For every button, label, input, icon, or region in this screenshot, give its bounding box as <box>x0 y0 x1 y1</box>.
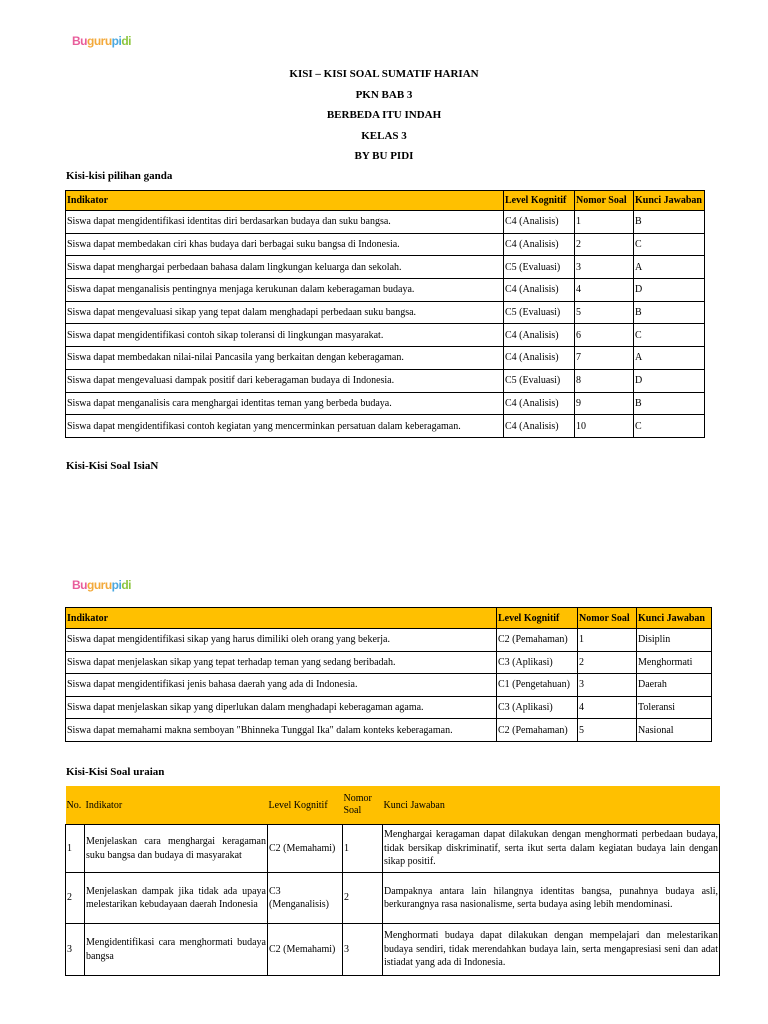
cell-level: C2 (Pemahaman) <box>497 719 578 742</box>
table-row <box>66 369 705 392</box>
header-class: KELAS 3 <box>361 129 407 142</box>
table-uraian <box>65 786 720 976</box>
table-row <box>66 324 705 347</box>
section-title-uraian: Kisi-Kisi Soal uraian <box>66 766 165 778</box>
cell-indikator: Siswa dapat menganalisis cara menghargai identitas teman yang berbeda budaya. <box>66 392 504 415</box>
header-indikator: Indikator <box>85 786 268 825</box>
header-level: Level Kognitif <box>497 608 578 629</box>
cell-indikator: Siswa dapat menjelaskan sikap yang tepat terhadap teman yang sedang beribadah. <box>66 651 497 674</box>
cell-kunci: C <box>634 324 705 347</box>
cell-indikator: Siswa dapat mengidentifikasi jenis bahasa daerah yang ada di Indonesia. <box>66 674 497 697</box>
cell-indikator: Siswa dapat menganalisis pentingnya menjaga kerukunan dalam keberagaman budaya. <box>66 279 504 302</box>
cell-kunci: D <box>634 279 705 302</box>
cell-kunci: Disiplin <box>637 629 712 652</box>
cell-kunci: C <box>634 415 705 438</box>
table-row <box>66 873 720 924</box>
header-no: No. <box>66 786 85 825</box>
section-title-pilihan-ganda: Kisi-kisi pilihan ganda <box>66 170 173 182</box>
bugurupidi-logo: Bu guru pi di <box>72 34 132 48</box>
cell-nomor: 1 <box>575 211 634 234</box>
cell-kunci: Nasional <box>637 719 712 742</box>
header-subject: PKN BAB 3 <box>355 88 413 101</box>
cell-kunci: D <box>634 369 705 392</box>
table-header-row <box>66 608 712 629</box>
cell-nomor: 5 <box>575 301 634 324</box>
cell-nomor: 7 <box>575 347 634 370</box>
header-title: KISI – KISI SOAL SUMATIF HARIAN <box>289 68 479 80</box>
cell-nomor: 6 <box>575 324 634 347</box>
cell-level: C5 (Evaluasi) <box>504 256 575 279</box>
cell-nomor: 3 <box>578 674 637 697</box>
cell-no: 3 <box>66 924 85 976</box>
header-indikator: Indikator <box>66 191 504 211</box>
cell-kunci: B <box>634 301 705 324</box>
cell-kunci: A <box>634 256 705 279</box>
table-row <box>66 392 705 415</box>
cell-level: C2 (Memahami) <box>268 825 343 873</box>
cell-indikator: Menjelaskan dampak jika tidak ada upaya melestarikan kebudayaan daerah Indonesia <box>85 873 268 924</box>
table-row <box>66 674 712 697</box>
cell-no: 1 <box>66 825 85 873</box>
header-topic: BERBEDA ITU INDAH <box>326 109 442 121</box>
header-author: BY BU PIDI <box>354 150 414 162</box>
cell-kunci: B <box>634 211 705 234</box>
cell-nomor: 2 <box>343 873 383 924</box>
cell-nomor: 5 <box>578 719 637 742</box>
cell-indikator: Siswa dapat menghargai perbedaan bahasa dalam lingkungan keluarga dan sekolah. <box>66 256 504 279</box>
cell-nomor: 1 <box>578 629 637 652</box>
cell-nomor: 3 <box>575 256 634 279</box>
cell-indikator: Siswa dapat mengevaluasi dampak positif dari keberagaman budaya di Indonesia. <box>66 369 504 392</box>
cell-indikator: Siswa dapat mengidentifikasi contoh kegiatan yang mencerminkan persatuan dalam keberagaman. <box>66 415 504 438</box>
cell-kunci: B <box>634 392 705 415</box>
bugurupidi-logo: Bu guru pi di <box>72 578 132 592</box>
cell-level: C2 (Pemahaman) <box>497 629 578 652</box>
cell-level: C4 (Analisis) <box>504 347 575 370</box>
header-level: Level Kognitif <box>268 786 343 825</box>
cell-level: C4 (Analisis) <box>504 415 575 438</box>
header-nomor: Nomor Soal <box>343 786 383 825</box>
cell-level: C4 (Analisis) <box>504 324 575 347</box>
cell-indikator: Siswa dapat membedakan nilai-nilai Pancasila yang berkaitan dengan keberagaman. <box>66 347 504 370</box>
document-header <box>0 64 768 167</box>
cell-level: C3 (Menganalisis) <box>268 873 343 924</box>
table-header-row <box>66 191 705 211</box>
cell-nomor: 4 <box>575 279 634 302</box>
cell-indikator: Mengidentifikasi cara menghormati budaya bangsa <box>85 924 268 976</box>
table-row <box>66 651 712 674</box>
cell-nomor: 10 <box>575 415 634 438</box>
table-row <box>66 301 705 324</box>
cell-kunci: Menghormati <box>637 651 712 674</box>
cell-indikator: Menjelaskan cara menghargai keragaman suku bangsa dan budaya di masyarakat <box>85 825 268 873</box>
cell-level: C3 (Aplikasi) <box>497 696 578 719</box>
cell-indikator: Siswa dapat mengidentifikasi identitas diri berdasarkan budaya dan suku bangsa. <box>66 211 504 234</box>
table-row <box>66 415 705 438</box>
table-row <box>66 825 720 873</box>
cell-kunci: Toleransi <box>637 696 712 719</box>
header-nomor: Nomor Soal <box>575 191 634 211</box>
cell-nomor: 2 <box>578 651 637 674</box>
header-nomor: Nomor Soal <box>578 608 637 629</box>
cell-nomor: 3 <box>343 924 383 976</box>
cell-kunci: C <box>634 233 705 256</box>
cell-kunci: Daerah <box>637 674 712 697</box>
cell-level: C1 (Pengetahuan) <box>497 674 578 697</box>
cell-indikator: Siswa dapat mengidentifikasi contoh sikap toleransi di lingkungan masyarakat. <box>66 324 504 347</box>
table-row <box>66 924 720 976</box>
table-row <box>66 211 705 234</box>
table-row <box>66 279 705 302</box>
table-row <box>66 629 712 652</box>
cell-kunci: Menghargai keragaman dapat dilakukan dengan menghormati perbedaan budaya, tidak bersikap diskriminatif, serta ikut serta dalam kegiatan budaya lain dengan sikap positif. <box>383 825 720 873</box>
cell-kunci: A <box>634 347 705 370</box>
cell-level: C4 (Analisis) <box>504 211 575 234</box>
cell-indikator: Siswa dapat mengevaluasi sikap yang tepat dalam menghadapi perbedaan suku bangsa. <box>66 301 504 324</box>
table-row <box>66 347 705 370</box>
cell-level: C4 (Analisis) <box>504 279 575 302</box>
header-kunci: Kunci Jawaban <box>383 786 720 825</box>
table-isian <box>65 607 712 742</box>
cell-level: C3 (Aplikasi) <box>497 651 578 674</box>
header-kunci: Kunci Jawaban <box>637 608 712 629</box>
cell-indikator: Siswa dapat membedakan ciri khas budaya dari berbagai suku bangsa di Indonesia. <box>66 233 504 256</box>
header-indikator: Indikator <box>66 608 497 629</box>
cell-nomor: 1 <box>343 825 383 873</box>
table-row <box>66 719 712 742</box>
table-pilihan-ganda <box>65 190 705 438</box>
cell-nomor: 4 <box>578 696 637 719</box>
header-kunci: Kunci Jawaban <box>634 191 705 211</box>
table-row <box>66 696 712 719</box>
cell-indikator: Siswa dapat memahami makna semboyan "Bhinneka Tunggal Ika" dalam konteks keberagaman. <box>66 719 497 742</box>
cell-nomor: 8 <box>575 369 634 392</box>
table-header-row <box>66 786 720 825</box>
cell-level: C4 (Analisis) <box>504 233 575 256</box>
cell-indikator: Siswa dapat mengidentifikasi sikap yang harus dimiliki oleh orang yang bekerja. <box>66 629 497 652</box>
cell-nomor: 2 <box>575 233 634 256</box>
cell-level: C4 (Analisis) <box>504 392 575 415</box>
cell-indikator: Siswa dapat menjelaskan sikap yang diperlukan dalam menghadapi keberagaman agama. <box>66 696 497 719</box>
cell-no: 2 <box>66 873 85 924</box>
cell-nomor: 9 <box>575 392 634 415</box>
header-level: Level Kognitif <box>504 191 575 211</box>
section-title-isian: Kisi-Kisi Soal IsiaN <box>66 460 159 472</box>
cell-kunci: Menghormati budaya dapat dilakukan dengan mempelajari dan melestarikan budaya sendiri, tidak merendahkan budaya lain, serta mengapresiasi seni dan adat istiadat yang ada di Indonesia. <box>383 924 720 976</box>
table-row <box>66 233 705 256</box>
cell-level: C5 (Evaluasi) <box>504 301 575 324</box>
cell-level: C5 (Evaluasi) <box>504 369 575 392</box>
cell-kunci: Dampaknya antara lain hilangnya identitas bangsa, punahnya budaya asli, berkurangnya rasa nasionalisme, serta budaya asing lebih mendominasi. <box>383 873 720 924</box>
cell-level: C2 (Memahami) <box>268 924 343 976</box>
table-row <box>66 256 705 279</box>
